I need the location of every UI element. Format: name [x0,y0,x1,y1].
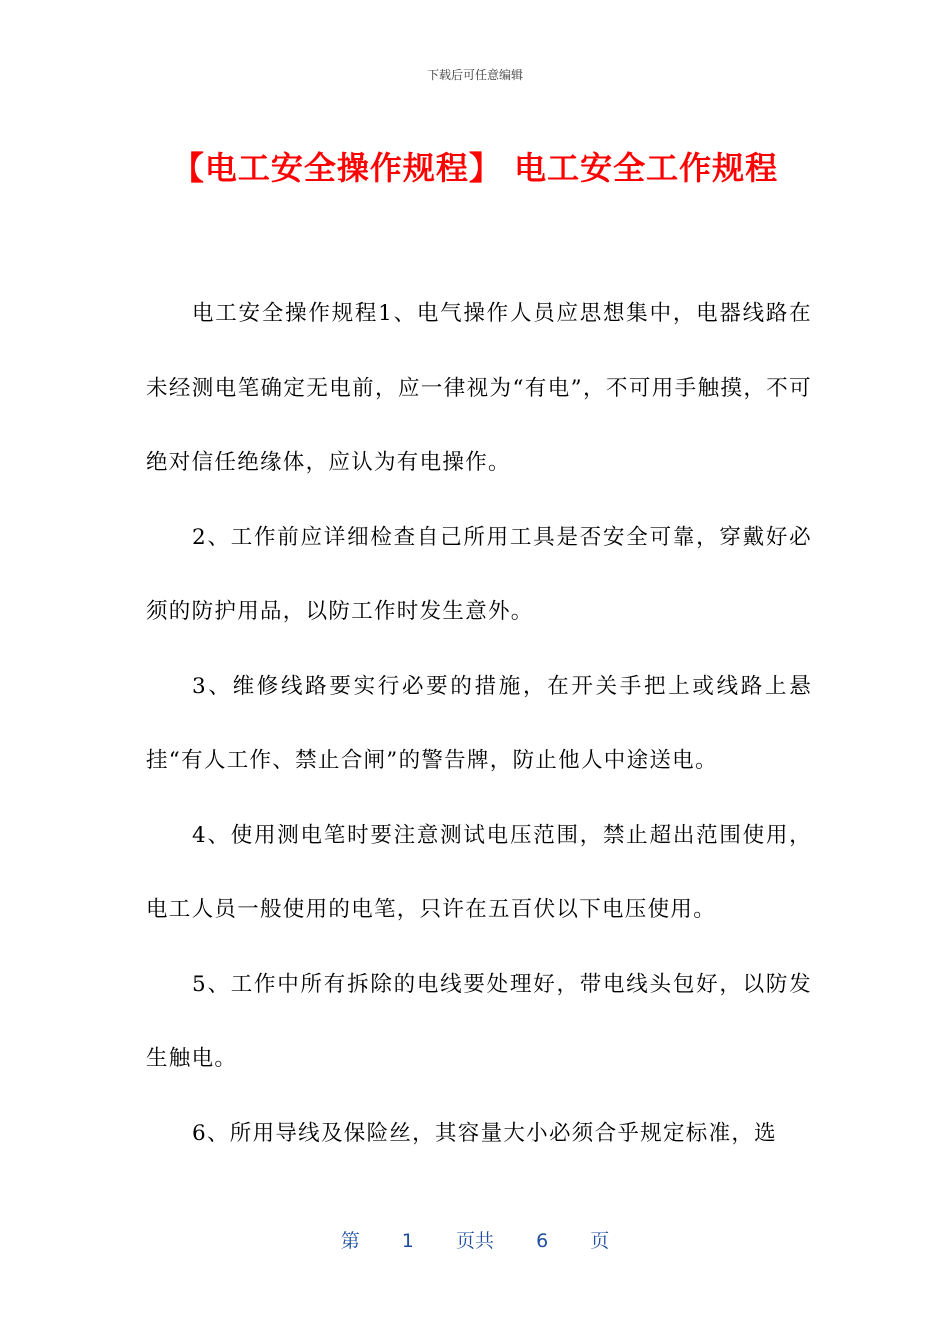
footer-suffix: 页 [590,1230,610,1252]
paragraph-6: 6、所用导线及保险丝，其容量大小必须合乎规定标准，选 [192,1120,777,1146]
footer-total-pages: 6 [536,1230,549,1252]
paragraph-1: 电工安全操作规程1、电气操作人员应思想集中，电器线路在未经测电笔确定无电前，应一律视为“有电”，不可用手触摸，不可绝对信任绝缘体，应认为有电操作。 [146,301,812,475]
paragraph-3: 3、维修线路要实行必要的措施，在开关手把上或线路上悬挂“有人工作、禁止合闸”的警告牌，防止他人中途送电。 [146,673,812,773]
paragraph-5: 5、工作中所有拆除的电线要处理好，带电线头包好，以防发生触电。 [146,971,812,1071]
header-note: 下载后可任意编辑 [426,68,523,82]
footer-current-page: 1 [401,1230,414,1252]
paragraph-4: 4、使用测电笔时要注意测试电压范围，禁止超出范围使用，电工人员一般使用的电笔，只许在五百伏以下电压使用。 [146,822,812,922]
document-body [146,277,812,1171]
footer-middle: 页共 [455,1230,494,1252]
paragraph-2: 2、工作前应详细检查自己所用工具是否安全可靠，穿戴好必须的防护用品，以防工作时发生意外。 [146,524,812,624]
document-title: 【电工安全操作规程】 电工安全工作规程 [171,149,779,187]
footer-prefix: 第 [340,1230,360,1252]
page-footer [0,1226,950,1253]
